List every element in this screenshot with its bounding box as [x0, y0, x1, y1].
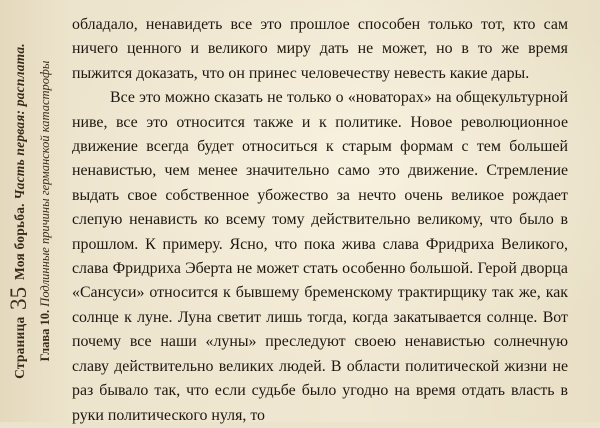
page-number: 35 — [6, 286, 31, 311]
book-title: Моя борьба. — [12, 203, 27, 281]
paragraph: Все это можно сказать не только о «новаторах» на общекультурной ниве, все это относится также и к политике. Новое революционное движение всегда будет относиться к старым формам с тем большей ненавистью, чем менее значительно само это движение. Стремление выдать свое собственное убожество за нечто очень великое рождает слепую ненависть ко всему тому действительно великому, что было в прошлом. К примеру. Ясно, что пока жива слава Фридриха Великого, слава Фридриха Эберта не может стать особенно большой. Герой дворца «Сансуси» относится к бывшему бременскому трактирщику так же, как солнце к луне. Луна светит лишь тогда, когда закатывается солнце. Вот почему все наши «луны» преследуют своею ненавистью солнечную славу действительно великих людей. В области политической жизни не раз бывало так, что если судьбе было угодно на время отдать власть в руки политического нуля, то — [72, 89, 568, 424]
chapter-label: Глава — [38, 328, 52, 362]
body-text — [72, 13, 568, 428]
chapter-number: 10. — [38, 309, 52, 326]
chapter-title: Подлинные причины германской катастрофы — [38, 60, 52, 307]
header-line-page — [6, 1, 32, 421]
page-label: Страница — [12, 316, 27, 379]
vertical-header — [4, 1, 60, 421]
sidebar-running-header — [0, 0, 64, 422]
part-title: Часть первая: расплата. — [12, 43, 27, 200]
paragraph-continuation: обладало, ненавидеть все это прошлое способен только тот, кто сам ничего ценного и великого миру дать не может, но в то же время пыжится доказать, что он принес человечеству невесть какие дары. — [72, 16, 568, 82]
header-line-chapter — [34, 1, 56, 421]
